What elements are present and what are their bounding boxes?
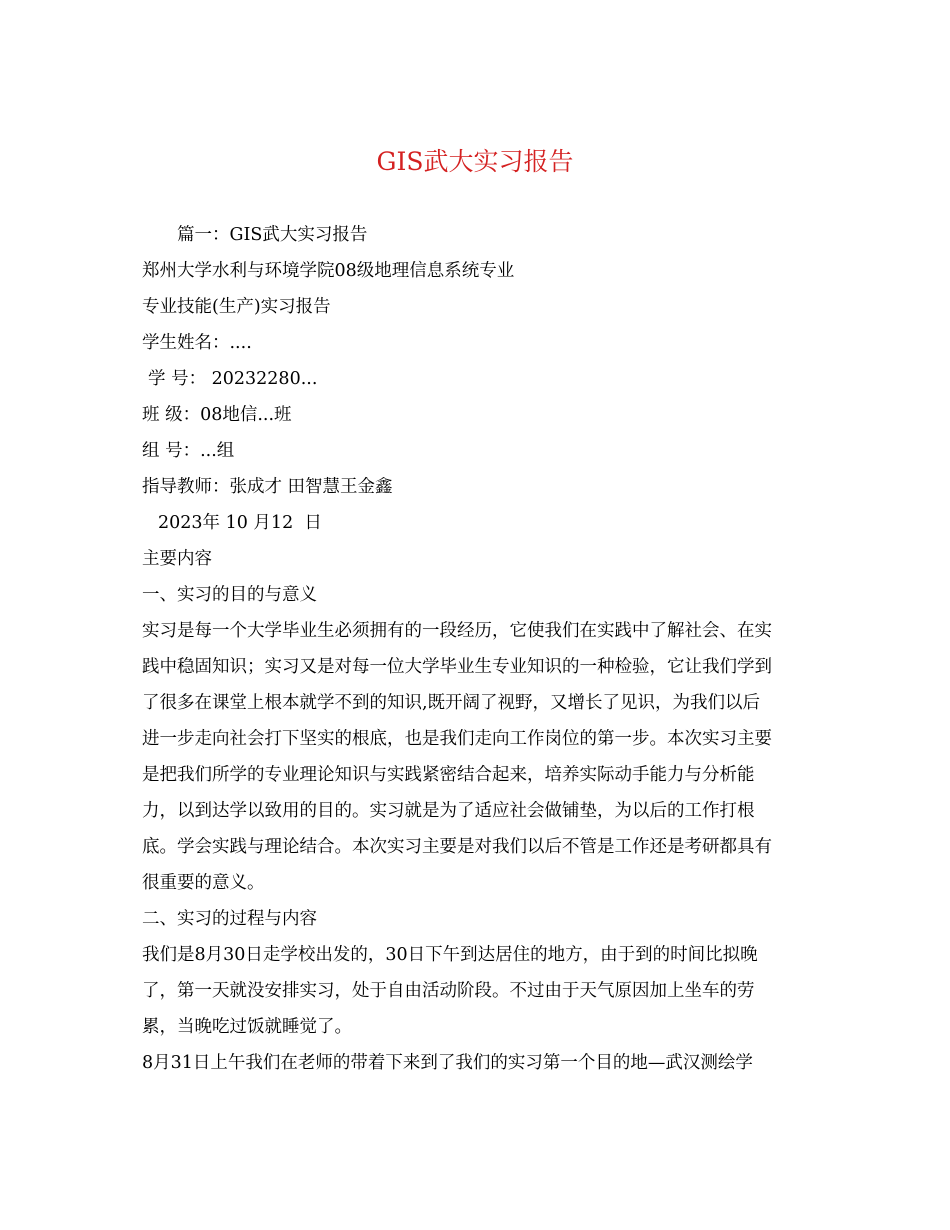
section-heading-purpose: 一、实习的目的与意义 — [142, 585, 317, 605]
paragraph-line: 8月31日上午我们在老师的带着下来到了我们的实习第一个目的地—武汉测绘学 — [142, 1053, 753, 1073]
class-line: 班 级：08地信...班 — [142, 405, 292, 425]
document-body — [142, 217, 812, 1081]
paragraph-line: 是把我们所学的专业理论知识与实践紧密结合起来，培养实际动手能力与分析能 — [142, 765, 755, 785]
advisor-line: 指导教师：张成才 田智慧王金鑫 — [142, 477, 393, 497]
paragraph-line: 累，当晚吃过饭就睡觉了。 — [142, 1017, 352, 1037]
student-name-line: 学生姓名：.... — [142, 333, 252, 353]
paragraph-line: 底。学会实践与理论结合。本次实习主要是对我们以后不管是工作还是考研都具有 — [142, 837, 772, 857]
section-heading-process: 二、实习的过程与内容 — [142, 909, 317, 929]
paragraph-line: 践中稳固知识；实习又是对每一位大学毕业生专业知识的一种检验，它让我们学到 — [142, 657, 772, 677]
main-content-heading: 主要内容 — [142, 549, 212, 569]
paragraph-line: 进一步走向社会打下坚实的根底，也是我们走向工作岗位的第一步。本次实习主要 — [142, 729, 772, 749]
paragraph-line: 了很多在课堂上根本就学不到的知识,既开阔了视野，又增长了见识，为我们以后 — [142, 693, 761, 713]
student-id-line: 学 号： 20232280... — [148, 369, 318, 389]
section-heading-part-one: 篇一：GIS武大实习报告 — [177, 225, 368, 245]
document-title: GIS武大实习报告 — [376, 147, 574, 176]
paragraph-line: 实习是每一个大学毕业生必须拥有的一段经历，它使我们在实践中了解社会、在实 — [142, 621, 772, 641]
school-major-line: 郑州大学水利与环境学院08级地理信息系统专业 — [142, 261, 515, 281]
paragraph-line: 很重要的意义。 — [142, 873, 265, 893]
paragraph-line: 我们是8月30日走学校出发的，30日下午到达居住的地方，由于到的时间比拟晚 — [142, 945, 758, 965]
paragraph-line: 力，以到达学以致用的目的。实习就是为了适应社会做铺垫，为以后的工作打根 — [142, 801, 755, 821]
group-line: 组 号：...组 — [142, 441, 235, 461]
paragraph-line: 了，第一天就没安排实习，处于自由活动阶段。不过由于天气原因加上坐车的劳 — [142, 981, 755, 1001]
report-type-line: 专业技能(生产)实习报告 — [142, 297, 331, 317]
date-line: 2023年 10 月12 日 — [158, 513, 322, 533]
